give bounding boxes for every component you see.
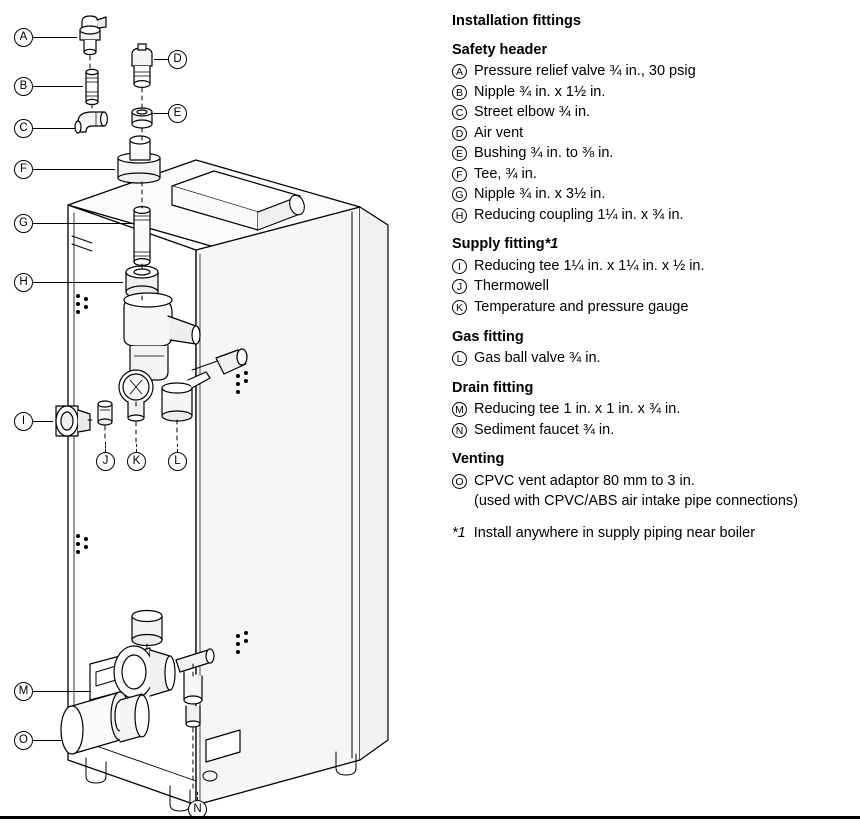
legend-bullet-l: L	[452, 351, 467, 366]
legend-item-a	[452, 62, 852, 81]
callout-m: M	[14, 682, 33, 701]
callout-i: I	[14, 412, 33, 431]
legend-bullet-d: D	[452, 126, 467, 141]
legend-text-a: Pressure relief valve ¾ in., 30 psig	[474, 63, 696, 79]
legend-item-c	[452, 103, 852, 122]
legend-bullet-h: H	[452, 208, 467, 223]
callout-o: O	[14, 731, 33, 750]
installation-fittings-legend	[452, 14, 852, 543]
callout-f: F	[14, 160, 33, 179]
legend-text-h: Reducing coupling 1¼ in. x ¾ in.	[474, 206, 684, 223]
legend-group-gas-fitting	[452, 330, 852, 368]
legend-footnote	[452, 524, 852, 543]
legend-bullet-c: C	[452, 105, 467, 120]
legend-item-g	[452, 185, 852, 204]
legend-bullet-b: B	[452, 85, 467, 100]
legend-text-d: Air vent	[474, 124, 524, 141]
legend-item-m	[452, 400, 852, 419]
legend-bullet-o: O	[452, 474, 467, 489]
legend-item-k	[452, 298, 852, 317]
callout-j: J	[96, 452, 115, 471]
legend-text-j: Thermowell	[474, 278, 549, 295]
legend-item-h	[452, 206, 852, 225]
legend-group-venting	[452, 452, 852, 511]
legend-text-k: Temperature and pressure gauge	[474, 298, 689, 315]
legend-bullet-k: K	[452, 300, 467, 315]
legend-footnote-text: Install anywhere in supply piping near boiler	[473, 525, 756, 542]
callout-n: N	[188, 800, 207, 819]
legend-bullet-m: M	[452, 402, 467, 417]
callout-h: H	[14, 273, 33, 292]
callout-e: E	[168, 104, 187, 123]
group-heading-supply-fitting-footnote-mark: *1	[544, 236, 559, 253]
legend-text-o: CPVC vent adaptor 80 mm to 3 in.	[474, 472, 695, 489]
legend-text-m: Reducing tee 1 in. x 1 in. x ¾ in.	[474, 401, 681, 418]
legend-text-i: Reducing tee 1¼ in. x 1¼ in. x ½ in.	[474, 257, 705, 274]
legend-group-safety-header	[452, 43, 852, 225]
legend-footnote-mark: *1	[452, 525, 466, 542]
legend-group-supply-fitting	[452, 237, 852, 316]
group-heading-safety-header: Safety header	[452, 41, 548, 58]
callout-k: K	[127, 452, 146, 471]
legend-item-d	[452, 124, 852, 143]
legend-bullet-a: A	[452, 64, 467, 79]
legend-text-n: Sediment faucet ¾ in.	[474, 421, 615, 438]
legend-item-e	[452, 144, 852, 163]
legend-item-b	[452, 83, 852, 102]
legend-item-l	[452, 349, 852, 368]
callout-a: A	[14, 28, 33, 47]
group-heading-supply-fitting-text: Supply fitting	[452, 236, 545, 253]
legend-title: Installation fittings	[452, 13, 581, 29]
legend-item-n	[452, 421, 852, 440]
group-heading-venting: Venting	[452, 451, 505, 468]
legend-bullet-g: G	[452, 187, 467, 202]
callout-d: D	[168, 50, 187, 69]
legend-group-drain-fitting	[452, 381, 852, 440]
legend-subtext-venting: (used with CPVC/ABS air intake pipe connections)	[474, 493, 798, 510]
callout-b: B	[14, 77, 33, 96]
legend-item-f	[452, 165, 852, 184]
legend-text-c: Street elbow ¾ in.	[474, 104, 591, 121]
callout-g: G	[14, 214, 33, 233]
callout-l: L	[168, 452, 187, 471]
page-bottom-rule	[0, 816, 860, 819]
legend-text-f: Tee, ¾ in.	[474, 165, 537, 182]
legend-item-i	[452, 257, 852, 276]
legend-text-l: Gas ball valve ¾ in.	[474, 350, 601, 367]
callout-c: C	[14, 119, 33, 138]
legend-item-o	[452, 472, 852, 491]
legend-bullet-i: I	[452, 259, 467, 274]
group-heading-drain-fitting: Drain fitting	[452, 379, 534, 396]
group-heading-gas-fitting: Gas fitting	[452, 328, 524, 345]
legend-text-e: Bushing ¾ in. to ⅜ in.	[474, 145, 614, 162]
legend-bullet-n: N	[452, 423, 467, 438]
legend-item-j	[452, 277, 852, 296]
legend-bullet-f: F	[452, 167, 467, 182]
legend-text-b: Nipple ¾ in. x 1½ in.	[474, 83, 606, 100]
group-heading-supply-fitting	[452, 237, 852, 252]
legend-text-g: Nipple ¾ in. x 3½ in.	[474, 186, 606, 203]
legend-bullet-j: J	[452, 279, 467, 294]
legend-bullet-e: E	[452, 146, 467, 161]
